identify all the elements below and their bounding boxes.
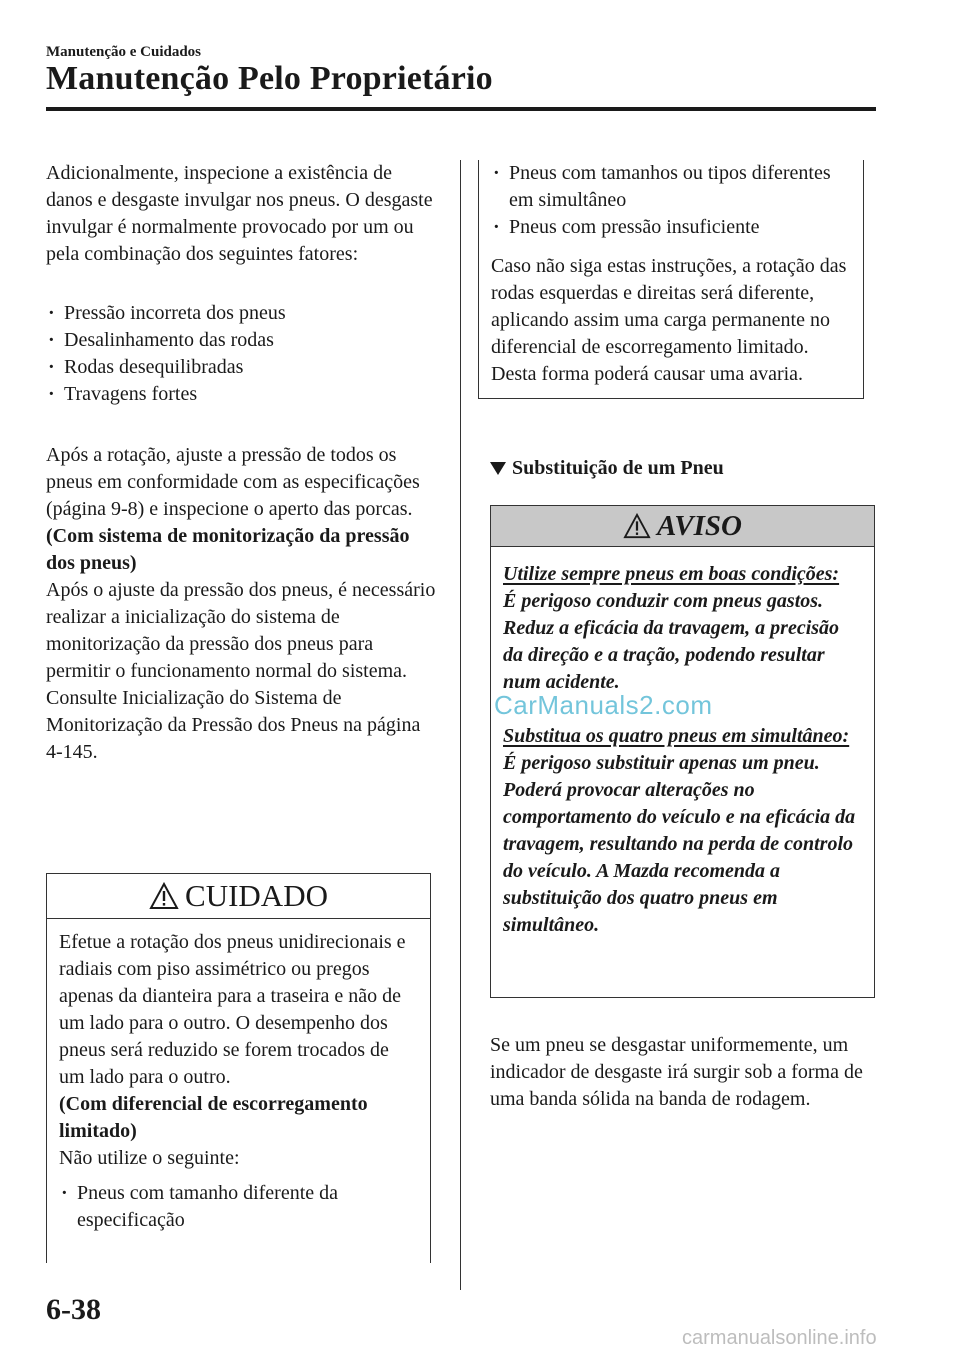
wear-indicator-paragraph-wrap [490,1032,875,1113]
page-number: 6-38 [46,1293,101,1326]
list-item: · Rodas desequilibradas [46,354,436,381]
list-item: · Pneus com pressão insuficiente [491,214,851,241]
section-label: Manutenção e Cuidados [46,44,202,60]
triangle-down-icon [490,462,506,475]
section-heading [490,457,724,480]
warning-text-2: É perigoso substituir apenas um pneu. Poderá provocar alterações no comportamento do veículo e na eficácia da travagem, resultando na perda de controlo do veículo. A Mazda recomenda a substituição dos quatro pneus em simultâneo. [503,752,856,936]
list-item: · Desalinhamento das rodas [46,327,436,354]
list-item: · Pneus com tamanhos ou tipos diferentes em simultâneo [491,160,851,214]
section-heading-text: Substituição de um Pneu [512,457,724,479]
right-column [490,160,875,399]
list-item: · Travagens fortes [46,381,436,408]
column-divider [460,160,461,1290]
lsd-heading: (Com diferencial de escorregamento limitado) [59,1093,368,1142]
warning-box [490,505,875,998]
list-item: · Pressão incorreta dos pneus [46,300,436,327]
warning-title: AVISO [657,509,742,542]
lsd-consequence: Caso não siga estas instruções, a rotação das rodas esquerdas e direitas será diferente, aplicando assim uma carga permanente no diferencial de escorregamento limitado. [491,255,847,358]
caution-title: CUIDADO [185,878,328,913]
caution-body [47,919,430,1234]
lsd-list [59,1180,418,1234]
footer-watermark: carmanualsonline.info [682,1327,877,1349]
warning-subtitle-1: Utilize sempre pneus em boas condições: [503,563,840,585]
lsd-list-continued [491,160,851,241]
warning-triangle-icon [623,513,651,539]
intro-paragraph: Adicionalmente, inspecione a existência de danos e desgaste invulgar nos pneus. O desgaste invulgar é normalmente provocado por um ou pela combinação dos seguintes fatores: [46,162,433,265]
warning-text-1: É perigoso conduzir com pneus gastos. Reduz a eficácia da travagem, a precisão da direção e a tração, podendo resultar num acidente. [503,590,840,693]
list-item: · Pneus com tamanho diferente da especificação [59,1180,418,1234]
title-rule [46,107,876,111]
tpms-paragraph: Após o ajuste da pressão dos pneus, é necessário realizar a inicialização do sistema de monitorização da pressão dos pneus para permitir o funcionamento normal do sistema. [46,579,436,682]
warning-triangle-icon [149,882,179,910]
caution-box-continued [478,160,864,399]
page-title: Manutenção Pelo Proprietário [46,60,493,97]
wear-indicator-paragraph: Se um pneu se desgastar uniformemente, um indicador de desgaste irá surgir sob a forma de uma banda sólida na banda de rodagem. [490,1034,863,1110]
warning-subtitle-2: Substitua os quatro pneus em simultâneo: [503,725,850,747]
watermark: CarManuals2.com [494,690,713,720]
after-rotation-paragraph: Após a rotação, ajuste a pressão de todos os pneus em conformidade com as especificações (página 9-8) e inspecione o aperto das porcas. [46,444,420,520]
warning-body [491,547,874,939]
wear-factors-list [46,300,436,408]
lsd-consequence-2: Desta forma poderá causar uma avaria. [491,363,804,385]
left-column [46,160,436,766]
lsd-intro: Não utilize o seguinte: [59,1147,240,1169]
caution-text: Efetue a rotação dos pneus unidirecionais e radiais com piso assimétrico ou pregos apenas da dianteira para a traseira e não de um lado para o outro. O desempenho dos pneus será reduzido se forem trocados de um lado para o outro. [59,931,406,1088]
tpms-reference: Consulte Inicialização do Sistema de Monitorização da Pressão dos Pneus na página 4-145. [46,687,421,763]
tpms-heading: (Com sistema de monitorização da pressão dos pneus) [46,525,410,574]
caution-header [47,874,430,919]
caution-box [46,873,431,1263]
warning-header [491,506,874,547]
